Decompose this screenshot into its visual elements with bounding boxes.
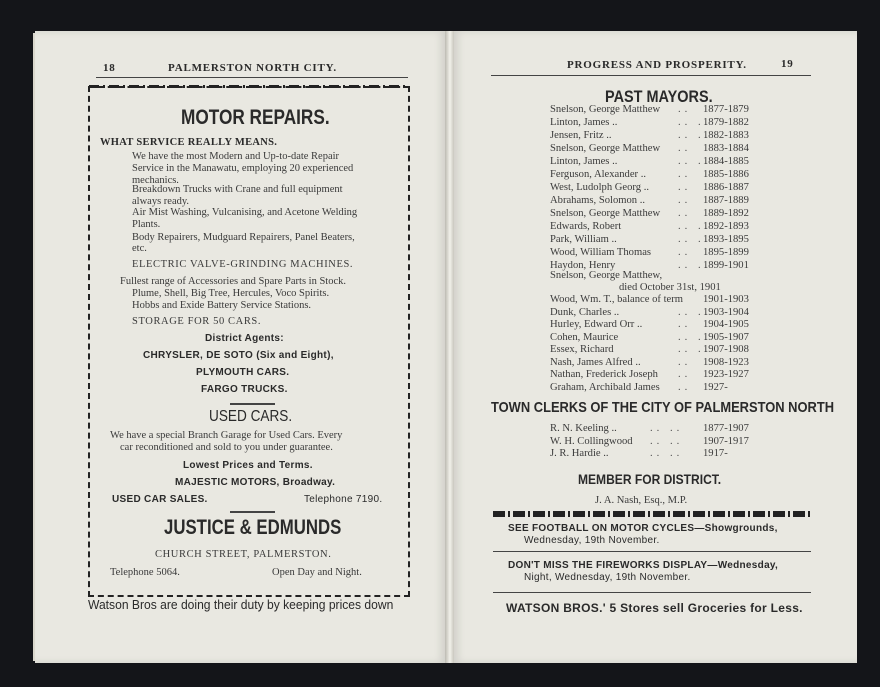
fireworks-rule (493, 592, 811, 593)
football-rule (493, 551, 811, 552)
mayor-dots: .. .. (678, 331, 712, 343)
mayor-years: 1903-1904 (703, 306, 749, 318)
clerk-dots: .. .. (650, 448, 684, 459)
mayor-name: Hurley, Edward Orr .. (550, 319, 643, 330)
mayor-row (550, 182, 820, 195)
mayor-dots: .. (678, 247, 692, 258)
mayor-dots: .. .. (678, 130, 712, 141)
mayor-row (550, 294, 820, 307)
clerk-years: 1917- (703, 448, 728, 459)
right-head-rule (491, 75, 811, 76)
mayor-name: Snelson, George Matthew (550, 143, 661, 154)
book-gutter (445, 31, 454, 663)
mayor-name: Cohen, Maurice (550, 331, 619, 343)
mayor-name: Abrahams, Solomon .. (550, 195, 646, 206)
mayor-name: Jensen, Fritz .. (550, 130, 612, 141)
ad-subtitle: WHAT SERVICE REALLY MEANS. (100, 137, 278, 148)
mayor-row (550, 319, 820, 332)
mayor-row (550, 156, 820, 169)
mayor-dots: .. (678, 319, 692, 330)
mayor-name: Nathan, Frederick Joseph (550, 369, 658, 380)
clerks-list (550, 423, 820, 463)
ad-para-body-2: etc. (132, 243, 147, 254)
mayor-years: 1893-1895 (703, 234, 749, 245)
mayor-years: 1927- (703, 381, 728, 393)
ad-agents-heading: District Agents: (205, 333, 284, 344)
mayor-name: Essex, Richard (550, 344, 614, 355)
ad-agent-fargo: FARGO TRUCKS. (201, 384, 288, 395)
used-cars-text-1: We have a special Branch Garage for Used Cars. Every (110, 430, 343, 441)
mayor-dots: .. (678, 169, 692, 180)
mayor-row (550, 130, 820, 143)
mayor-dots: .. (678, 182, 692, 193)
left-running-head: PALMERSTON NORTH CITY. (168, 62, 337, 74)
mayor-dots: .. .. (678, 117, 712, 128)
mayor-row (550, 117, 820, 130)
mayor-dots: .. (678, 356, 692, 368)
mayor-years: 1884-1885 (703, 156, 749, 167)
mayor-name: Ferguson, Alexander .. (550, 169, 647, 180)
ad-divider (230, 403, 275, 405)
mayor-row (550, 208, 820, 221)
used-cars-prices: Lowest Prices and Terms. (183, 460, 313, 471)
mayor-dots: .. .. (678, 234, 712, 245)
mayors-list-2 (550, 294, 820, 404)
mayor-dots: .. .. (678, 260, 712, 271)
mayor-row (550, 195, 820, 208)
mayor-years: 1879-1882 (703, 117, 749, 128)
ad-para-range-3: Hobbs and Exide Battery Service Stations. (132, 300, 312, 311)
mayor-years: 1883-1884 (703, 143, 749, 154)
mayor-years: 1923-1927 (703, 369, 749, 380)
mayor-name: Snelson, George Matthew (550, 208, 661, 219)
mayor-dots: .. .. (678, 156, 712, 167)
mayor-row (550, 143, 820, 156)
mayor-row (550, 382, 820, 395)
ad-para-air-2: Plants. (132, 219, 161, 230)
mayor-years: 1895-1899 (703, 247, 749, 258)
mayor-name: West, Ludolph Georg .. (550, 182, 649, 193)
mayor-name: Haydon, Henry (550, 260, 616, 271)
clerk-dots: .. .. (650, 423, 684, 434)
mayor-dots: .. .. (678, 344, 712, 355)
mayor-dots: .. .. (678, 306, 712, 318)
ad-agent-chrysler: CHRYSLER, DE SOTO (Six and Eight), (143, 350, 334, 361)
firm-hours: Open Day and Night. (272, 567, 362, 578)
fireworks-line-1: DON'T MISS THE FIREWORKS DISPLAY—Wednesday, (508, 560, 779, 571)
mayor-name: Graham, Archibald James (550, 381, 660, 393)
ad-para-modern-1: We have the most Modern and Up-to-date Repair (132, 151, 340, 162)
mayor-years: 1892-1893 (703, 221, 749, 232)
mayor-row (550, 104, 820, 117)
mayor-name: Linton, James .. (550, 156, 618, 167)
mayor-dots: .. (678, 208, 692, 219)
ad-title: MOTOR REPAIRS. (181, 106, 330, 129)
clerk-name: W. H. Collingwood (550, 435, 633, 447)
ad-para-range-2: Plume, Shell, Big Tree, Hercules, Voco Spirits. (132, 288, 330, 299)
mayor-name: Linton, James .. (550, 117, 618, 128)
mayor-name: Dunk, Charles .. (550, 306, 620, 318)
ad-valve: ELECTRIC VALVE-GRINDING MACHINES. (132, 259, 354, 270)
mayor-years: 1905-1907 (703, 331, 749, 343)
mayor-dots: .. (678, 143, 692, 154)
mayor-name: Snelson, George Matthew (550, 104, 661, 115)
mayor-years: 1907-1908 (703, 344, 749, 355)
mayor-years: 1908-1923 (703, 356, 749, 368)
mayor-row (550, 332, 820, 345)
mayor-dots: .. (678, 369, 692, 380)
firm-phone: Telephone 5064. (110, 567, 180, 578)
ad-para-range-1: Fullest range of Accessories and Spare Parts in Stock. (120, 276, 346, 287)
football-line-1: SEE FOOTBALL ON MOTOR CYCLES—Showgrounds, (508, 523, 778, 534)
football-line-2: Wednesday, 19th November. (524, 535, 660, 546)
mayor-row (550, 169, 820, 182)
mayor-years: 1899-1901 (703, 260, 749, 271)
right-page-number: 19 (781, 58, 794, 70)
mayor-row (550, 344, 820, 357)
mayor-row (550, 307, 820, 320)
mayor-row (550, 357, 820, 370)
clerk-dots: .. .. (650, 435, 684, 447)
mayor-dots: .. (678, 381, 692, 393)
mayor-name: Edwards, Robert (550, 221, 622, 232)
mayor-dots: .. (678, 195, 692, 206)
mayor-years: 1904-1905 (703, 319, 749, 330)
mayor-years: 1901-1903 (703, 294, 749, 305)
head-rule (96, 77, 408, 78)
ad-para-air-1: Air Mist Washing, Vulcanising, and Acetone Welding (132, 207, 358, 218)
mayor-row (550, 247, 820, 260)
member-heading: MEMBER FOR DISTRICT. (578, 471, 722, 487)
member-name: J. A. Nash, Esq., M.P. (595, 495, 688, 506)
clerk-name: R. N. Keeling .. (550, 423, 617, 434)
used-car-sales: USED CAR SALES. (112, 494, 208, 505)
mayor-years: 1882-1883 (703, 130, 749, 141)
mayor-name: Nash, James Alfred .. (550, 356, 641, 368)
clerk-row (550, 436, 820, 449)
left-footer: Watson Bros are doing their duty by keeping prices down (88, 597, 394, 612)
ad-para-trucks-1: Breakdown Trucks with Crane and full equipment (132, 184, 343, 195)
clerk-row (550, 423, 820, 436)
ad-para-modern-2: Service in the Manawatu, employing 20 experienced (132, 163, 354, 174)
clerk-row (550, 448, 820, 461)
used-cars-majestic: MAJESTIC MOTORS, Broadway. (175, 477, 336, 488)
town-clerks-heading: TOWN CLERKS OF THE CITY OF PALMERSTON NORTH (491, 399, 835, 416)
mayor-row (550, 234, 820, 247)
used-cars-heading: USED CARS. (209, 408, 293, 425)
ad-para-modern-3: mechanics. (132, 175, 179, 186)
fireworks-line-2: Night, Wednesday, 19th November. (524, 572, 691, 583)
right-running-head: PROGRESS AND PROSPERITY. (567, 59, 747, 71)
used-cars-text-2: car reconditioned and sold to you under guarantee. (120, 442, 333, 453)
mayor-row (550, 369, 820, 382)
mayor-name: Wood, William Thomas (550, 247, 652, 258)
firm-name: JUSTICE & EDMUNDS (164, 516, 342, 539)
ad-storage: STORAGE FOR 50 CARS. (132, 316, 262, 327)
mayor-name: Park, William .. (550, 234, 617, 245)
clerk-name: J. R. Hardie .. (550, 448, 609, 459)
ad-para-body-1: Body Repairers, Mudguard Repairers, Panel Beaters, (132, 232, 355, 243)
mayor-died-1: Snelson, George Matthew, (550, 270, 663, 281)
mayor-row (550, 221, 820, 234)
mayor-years: 1877-1879 (703, 104, 749, 115)
firm-divider (230, 511, 275, 513)
firm-address: CHURCH STREET, PALMERSTON. (155, 549, 332, 560)
mayor-years: 1885-1886 (703, 169, 749, 180)
ad-agent-plymouth: PLYMOUTH CARS. (196, 367, 290, 378)
clerk-years: 1877-1907 (703, 423, 749, 434)
mayor-years: 1889-1892 (703, 208, 749, 219)
left-page-number: 18 (103, 62, 116, 74)
clerk-years: 1907-1917 (703, 435, 749, 447)
ad-para-trucks-2: always ready. (132, 196, 190, 207)
right-footer: WATSON BROS.' 5 Stores sell Groceries for Less. (506, 601, 803, 615)
past-mayors-heading: PAST MAYORS. (605, 87, 713, 106)
mayor-years: 1886-1887 (703, 182, 749, 193)
used-car-phone: Telephone 7190. (304, 494, 383, 505)
mayor-name: Wood, Wm. T., balance of term (550, 294, 684, 305)
mayor-dots: .. .. (678, 221, 712, 232)
decorative-rule (493, 511, 811, 517)
mayor-died-2: died October 31st, 1901 (619, 282, 721, 293)
mayor-dots: .. (678, 104, 692, 115)
mayor-years: 1887-1889 (703, 195, 749, 206)
